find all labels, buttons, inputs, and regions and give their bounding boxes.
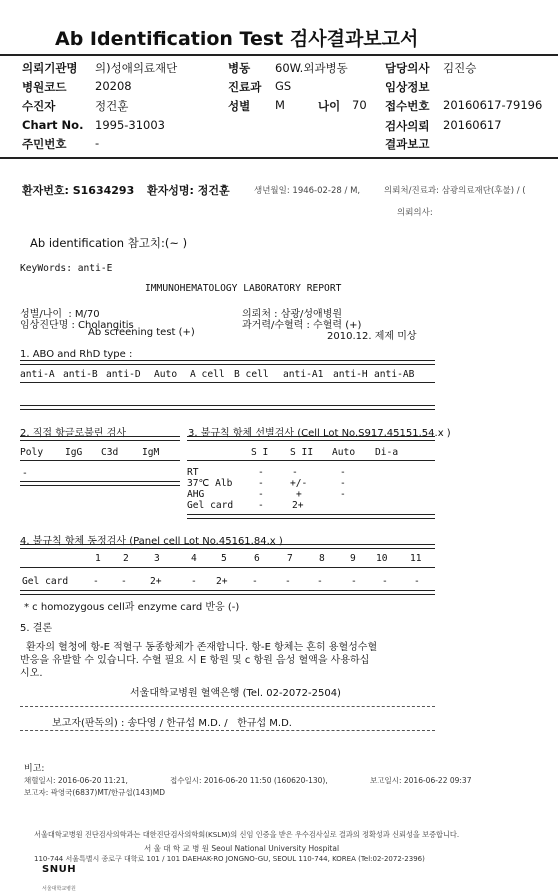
reporter-detail: 보고자: 곽영국(6837)MT/한규섭(143)MD [24, 788, 166, 797]
section-conclusion-title: 5. 결론 [20, 623, 53, 634]
screening-cell: 2+ [292, 500, 304, 511]
header-bottom-rule [0, 157, 558, 159]
panel-cell: - [93, 576, 99, 587]
abo-col: anti-D [106, 369, 141, 380]
screening-col: Di-a [375, 447, 399, 458]
patient-name: 환자성명: 정건훈 [147, 184, 230, 197]
report-time: 보고일시: 2016-06-22 09:37 [370, 776, 472, 785]
dashed-rule [20, 730, 435, 731]
panel-cell: - [121, 576, 127, 587]
panel-note: * c homozygous cell과 enzyme card 반응 (-) [24, 602, 240, 613]
screening-result: Ab screening test (+) [88, 327, 195, 338]
header-label: 의뢰기관명 [22, 61, 78, 75]
section-abo-title: 1. ABO and RhD type : [20, 349, 133, 360]
panel-cell: - [252, 576, 258, 587]
panel-cell: 2+ [216, 576, 228, 587]
double-rule [20, 436, 180, 441]
single-rule [20, 382, 435, 383]
screening-cell: - [258, 489, 264, 500]
header-label: 성별 [228, 99, 251, 113]
screening-cell: - [292, 467, 298, 478]
screening-col: Auto [332, 447, 356, 458]
patient-number: 환자번호: S1634293 [22, 184, 135, 197]
abo-col: anti-AB [374, 369, 415, 380]
hospital-logo [34, 841, 76, 895]
header-label: Chart No. [22, 118, 84, 132]
keywords: KeyWords: anti-E [20, 263, 113, 274]
header-label: 나이 [318, 99, 341, 113]
single-rule [20, 567, 435, 568]
remarks-label: 비고: [24, 764, 45, 774]
double-rule [20, 590, 435, 595]
abo-col: anti-H [333, 369, 368, 380]
double-rule [20, 544, 435, 549]
panel-cell: - [285, 576, 291, 587]
panel-col: 4 [191, 553, 197, 564]
screening-cell: - [340, 467, 346, 478]
header-value: - [95, 136, 100, 150]
header-value: 20160617-79196 [443, 98, 543, 112]
screening-row-label: RT [187, 467, 199, 478]
receipt-time: 접수일시: 2016-06-20 11:50 (160620-130), [170, 776, 328, 785]
dat-col: C3d [101, 447, 119, 458]
conclusion-line: 반응을 유발할 수 있습니다. 수혈 필요 시 E 항원 및 c 항원 음성 혈액을 사용하십 [20, 655, 370, 666]
requester: 의뢰처 : 삼광/성애병원 [242, 309, 343, 320]
header-label: 진료과 [228, 80, 262, 94]
screening-cell: +/- [290, 478, 308, 489]
hospital-address: 110-744 서울특별시 종로구 대학로 101 / 101 DAEHAK-RO JONGNO-GU, SEOUL 110-744, KOREA (Tel:02-2072-2396) [34, 855, 425, 863]
panel-col: 10 [376, 553, 388, 564]
header-label: 접수번호 [385, 99, 430, 113]
ab-identification-title: Ab identification 참고치:(~ ) [30, 236, 188, 250]
conclusion-line: 시오. [20, 668, 43, 679]
screening-row-label: Gel card [187, 500, 234, 511]
panel-col: 9 [350, 553, 356, 564]
logo-subtext: 서울대학교병원 [42, 886, 76, 892]
header-value: 20208 [95, 79, 132, 93]
header-label: 담당의사 [385, 61, 430, 75]
double-rule [187, 436, 435, 441]
logo-text: SNUH [42, 864, 77, 875]
panel-col: 1 [95, 553, 101, 564]
panel-cell: - [382, 576, 388, 587]
single-rule [20, 460, 180, 461]
header-label: 검사의뢰 [385, 119, 430, 133]
clinical-diagnosis: 임상진단명 : Cholangitis [20, 320, 134, 331]
header-value: GS [275, 79, 292, 93]
panel-col: 11 [410, 553, 422, 564]
dat-col: IgG [65, 447, 83, 458]
lab-report-title: IMMUNOHEMATOLOGY LABORATORY REPORT [145, 283, 342, 294]
header-label: 임상정보 [385, 80, 430, 94]
collection-time: 채혈일시: 2016-06-20 11:21, [24, 776, 128, 785]
screening-cell: - [340, 478, 346, 489]
screening-row-label: AHG [187, 489, 205, 500]
screening-cell: - [258, 467, 264, 478]
header-value: 김진승 [443, 61, 477, 75]
single-rule [187, 460, 435, 461]
header-value: 의)성애의료재단 [95, 61, 178, 75]
abo-col: Auto [154, 369, 178, 380]
panel-cell: 2+ [150, 576, 162, 587]
dashed-rule [20, 706, 435, 707]
screening-cell: - [340, 489, 346, 500]
header-value: 정건훈 [95, 99, 129, 113]
header-top-rule [0, 54, 558, 56]
panel-col: 3 [154, 553, 160, 564]
panel-cell: - [191, 576, 197, 587]
header-value: 60W.외과병동 [275, 61, 348, 75]
header-value: 1995-31003 [95, 118, 165, 132]
dat-value: - [22, 468, 28, 479]
header-value: M [275, 98, 285, 112]
patient-referrer: 의뢰처/진료과: 삼광의료재단(후불) / ( [384, 186, 526, 196]
screening-cell: - [258, 500, 264, 511]
patient-doctor: 의뢰의사: [397, 208, 433, 218]
panel-col: 7 [287, 553, 293, 564]
panel-cell: - [351, 576, 357, 587]
blood-bank-line: 서울대학교병원 혈액은행 (Tel. 02-2072-2504) [130, 688, 341, 699]
sex-age: 성별/나이 : M/70 [20, 309, 100, 320]
header-label: 주민번호 [22, 137, 67, 151]
panel-col: 2 [123, 553, 129, 564]
header-value: 70 [352, 98, 367, 112]
section-panel-title: 4. 불규칙 항체 동정검사 (Panel cell Lot No.45161.84.x ) [20, 536, 283, 547]
transfusion-detail: 2010.12. 제제 미상 [327, 331, 417, 342]
certification-text: 서울대학교병원 진단검사의학과는 대한진단검사의학회(KSLM)의 신임 인증을 받은 우수검사실로 결과의 정확성과 신뢰성을 보증합니다. [34, 830, 460, 839]
panel-col: 6 [254, 553, 260, 564]
report-title: Ab Identification Test 검사결과보고서 [55, 28, 419, 50]
section-screening-title: 3. 불규칙 항체 선별검사 (Cell Lot No.S917,45151.54.x ) [188, 428, 451, 439]
screening-cell: - [258, 478, 264, 489]
transfusion-history: 과거력/수혈력 : 수혈력 (+) [242, 320, 362, 331]
abo-col: B cell [234, 369, 269, 380]
screening-cell: + [296, 489, 302, 500]
section-dat-title: 2. 직접 항글로불린 검사 [20, 428, 127, 439]
hospital-name: 서 울 대 학 교 병 원 Seoul National University Hospital [144, 844, 340, 853]
dat-col: Poly [20, 447, 44, 458]
double-rule [20, 360, 435, 365]
abo-col: anti-A1 [283, 369, 324, 380]
screening-row-label: 37℃ Alb [187, 478, 233, 489]
abo-col: anti-B [63, 369, 98, 380]
panel-col: 5 [221, 553, 227, 564]
header-label: 병원코드 [22, 80, 67, 94]
panel-row-label: Gel card [22, 576, 69, 587]
dat-col: IgM [142, 447, 160, 458]
screening-col: S I [251, 447, 269, 458]
double-rule [20, 405, 435, 410]
double-rule [20, 481, 180, 486]
conclusion-line: 환자의 혈청에 항-E 적혈구 동종항체가 존재합니다. 항-E 항체는 흔히 용혈성수혈 [26, 642, 378, 653]
header-label: 병동 [228, 61, 251, 75]
header-label: 수진자 [22, 99, 56, 113]
screening-col: S II [290, 447, 314, 458]
header-value: 20160617 [443, 118, 502, 132]
double-rule [187, 514, 435, 519]
panel-cell: - [317, 576, 323, 587]
panel-col: 8 [319, 553, 325, 564]
abo-col: A cell [190, 369, 225, 380]
reporter-line: 보고자(판독의) : 송다영 / 한규섭 M.D. / 한규섭 M.D. [52, 718, 292, 729]
patient-dob: 생년월일: 1946-02-28 / M, [254, 186, 361, 196]
abo-col: anti-A [20, 369, 55, 380]
panel-cell: - [414, 576, 420, 587]
header-label: 결과보고 [385, 137, 430, 151]
